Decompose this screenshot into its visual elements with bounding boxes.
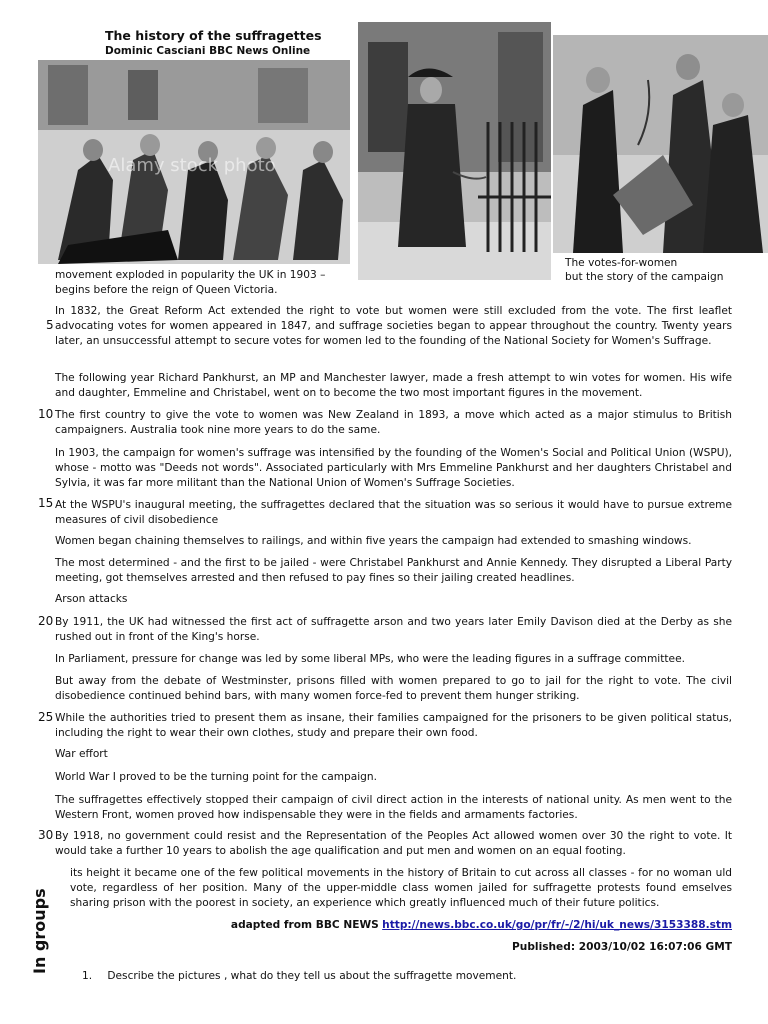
paragraph: While the authorities tried to present them as insane, their families campaigned for the prisoners to be given political status, including the right to wear their own clothes, study and prepare their own food. bbox=[55, 712, 732, 739]
byline: Dominic Casciani BBC News Online bbox=[105, 45, 311, 57]
paragraph: The following year Richard Pankhurst, an MP and Manchester lawyer, made a fresh attempt to win votes for women. His wife and daughter, Emmeline and Christabel, went on to become the two most important figures in the movement. bbox=[55, 372, 732, 399]
photo-riot bbox=[38, 60, 350, 264]
photo-chained-woman bbox=[358, 22, 551, 280]
published-date: Published: 2003/10/02 16:07:06 GMT bbox=[512, 941, 732, 953]
caption-right-line1: The votes-for-women bbox=[565, 257, 678, 269]
photo-watermark: Alamy stock photo bbox=[108, 155, 276, 176]
paragraph: At the WSPU's inaugural meeting, the suffragettes declared that the situation was so serious it would have to pursue extreme measures of civil disobedience bbox=[55, 499, 732, 526]
caption-line2: begins before the reign of Queen Victoria. bbox=[55, 284, 278, 296]
paragraph: By 1918, no government could resist and the Representation of the Peoples Act allowed women over 30 the right to vote. It would take a further 10 years to abolish the age qualification and put men and women on an equal footing. bbox=[55, 830, 732, 857]
paragraph: Women began chaining themselves to railings, and within five years the campaign had extended to smashing windows. bbox=[55, 535, 692, 547]
adapted-label: adapted from BBC NEWS bbox=[230, 919, 379, 931]
heading-arson: Arson attacks bbox=[55, 593, 128, 605]
heading-war: War effort bbox=[55, 748, 108, 760]
line-number: 15 bbox=[38, 496, 54, 510]
paragraph: By 1911, the UK had witnessed the first act of suffragette arson and two years later Emily Davison died at the Derby as she rushed out in front of the King's horse. bbox=[55, 616, 732, 643]
caption-right bbox=[565, 256, 733, 284]
question-item bbox=[82, 970, 516, 982]
page-title: The history of the suffragettes bbox=[105, 28, 322, 43]
line-number: 10 bbox=[38, 407, 54, 421]
source-link[interactable]: http://news.bbc.co.uk/go/pr/fr/-/2/hi/uk_news/3153388.stm bbox=[382, 919, 732, 931]
paragraph: its height it became one of the few political movements in the history of Britain to cut across all classes - for no woman uld vote, regardless of her position. Many of the upper-middle class women jailed for suffragette protests found emselves sharing prison with the poorest in society, an experience which greatly influenced much of their future politics. bbox=[70, 867, 732, 909]
line-number: 20 bbox=[38, 614, 54, 628]
question-number: 1. bbox=[82, 970, 93, 982]
paragraph: In 1832, the Great Reform Act extended the right to vote but women were still excluded from the vote. The first leaflet advocating votes for women appeared in 1847, and suffrage societies began to appear throughout the country. Twenty years later, an unsuccessful attempt to secure votes for women led to the founding of the National Society for Women's Suffrage. bbox=[55, 305, 732, 347]
paragraph: In Parliament, pressure for change was led by some liberal MPs, who were the leading figures in a suffrage committee. bbox=[55, 653, 685, 665]
paragraph: But away from the debate of Westminster, prisons filled with women prepared to go to jail for the right to vote. The civil disobedience continued behind bars, with many women force-fed to prevent them hunger striking. bbox=[55, 675, 732, 702]
question-text: Describe the pictures , what do they tell us about the suffragette movement. bbox=[107, 970, 517, 982]
paragraph: The most determined - and the first to be jailed - were Christabel Pankhurst and Annie Kennedy. They disrupted a Liberal Party meeting, got themselves arrested and then refused to pay fines so their jailing created headlines. bbox=[55, 557, 732, 584]
caption-left-line: movement exploded in popularity the UK in 1903 – bbox=[55, 269, 326, 281]
paragraph: The first country to give the vote to women was New Zealand in 1893, a move which acted as a major stimulus to British campaigners. Australia took nine more years to do the same. bbox=[55, 409, 732, 436]
paragraph: World War I proved to be the turning point for the campaign. bbox=[55, 771, 377, 783]
paragraph: The suffragettes effectively stopped their campaign of civil direct action in the interests of national unity. As men went to the Western Front, women proved how indispensable they were in the fields and armaments factories. bbox=[55, 794, 732, 821]
caption-right-line2: but the story of the campaign bbox=[565, 271, 724, 283]
paragraph: In 1903, the campaign for women's suffrage was intensified by the founding of the Women's Social and Political Union (WSPU), whose - motto was "Deeds not words". Associated particularly with Mrs Emmeline Pankhurst and her daughters Christabel and Sylvia, it was far more militant than the National Union of Women's Suffrage Societies. bbox=[55, 447, 732, 489]
photo-force-feeding bbox=[553, 35, 768, 253]
line-number: 30 bbox=[38, 828, 54, 842]
line-number: 5 bbox=[46, 318, 54, 332]
source-line bbox=[231, 919, 732, 931]
line-number: 25 bbox=[38, 710, 54, 724]
sidebar-label: In groups bbox=[30, 888, 49, 974]
